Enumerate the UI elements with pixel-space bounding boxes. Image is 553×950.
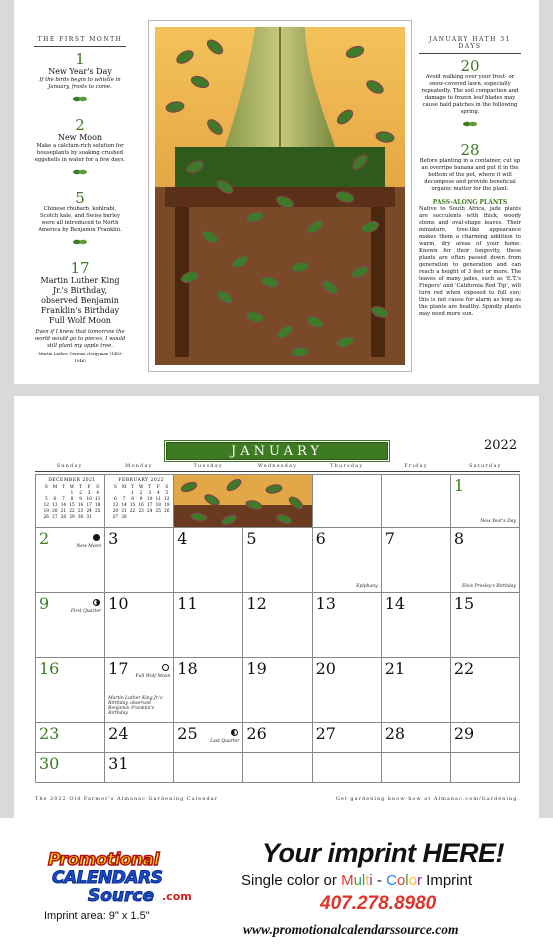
day-number: 11: [177, 594, 198, 613]
entry-italic: If the birds begin to whistle in January, frosts to come.: [39, 77, 121, 90]
multi-letter: u: [353, 872, 362, 889]
mini-day: 26: [43, 514, 49, 519]
day-number: 4: [177, 529, 188, 548]
logo-suffix: .com: [162, 890, 192, 903]
calendar-day-cell[interactable]: [313, 658, 382, 723]
calendar-cell: [382, 753, 451, 783]
mini-weekday: M: [52, 484, 57, 489]
calendar-day-cell[interactable]: [382, 658, 451, 723]
left-header: THE FIRST MONTH: [37, 36, 123, 43]
mini-day: 24: [86, 508, 92, 513]
mini-weekday: S: [96, 484, 100, 489]
calendar-cell: [382, 475, 451, 528]
mini-day: 4: [96, 490, 100, 495]
footer-right: Get gardening know-how at Almanac.com/Gardening.: [335, 796, 520, 802]
color-prefix: Single color or: [241, 872, 337, 889]
leaf-icon: [72, 95, 88, 103]
logo-line-3: Source: [88, 886, 155, 906]
left-entry: [34, 190, 126, 254]
multi-word: [341, 872, 373, 889]
calendar-day-cell[interactable]: [451, 528, 520, 593]
logo-line-2: CALENDARS: [52, 868, 163, 888]
mini-day: 8: [131, 496, 134, 501]
day-number: 1: [453, 476, 465, 495]
calendar-day-cell[interactable]: [243, 658, 312, 723]
mini-day: 16: [138, 502, 144, 507]
day-number: 23: [39, 724, 60, 743]
mini-weekday: T: [131, 484, 134, 489]
mini-day: 3: [148, 490, 152, 495]
mini-weekday: M: [121, 484, 127, 489]
day-number: 10: [108, 594, 129, 613]
day-note: Martin Luther King Jr.'s Birthday, observed Benjamin Franklin's Birthday: [108, 696, 163, 716]
mini-weekday: T: [62, 484, 65, 489]
moon-phase-icon: [231, 729, 238, 736]
calendar-day-cell[interactable]: [382, 723, 451, 753]
weekday-label: Sunday: [56, 463, 83, 469]
mini-day: 15: [69, 502, 75, 507]
calendar-day-cell[interactable]: [313, 528, 382, 593]
calendar-day-cell[interactable]: [174, 593, 243, 658]
mini-day: 2: [139, 490, 143, 495]
mini-day: 14: [60, 502, 67, 507]
calendar-day-cell[interactable]: [174, 528, 243, 593]
jade-plant-image: [155, 27, 405, 365]
color-word: [386, 872, 422, 889]
mini-day: 21: [60, 508, 67, 513]
color-letter: C: [386, 872, 397, 889]
mini-weekday: W: [69, 484, 75, 489]
mini-day: 18: [95, 502, 101, 507]
mini-calendar-title: FEBRUARY 2022: [118, 478, 164, 483]
entry-italic: Even if I knew that tomorrow the world would go to pieces, I would still plant my apple tree.: [34, 329, 126, 349]
moon-phase-label: New Moon: [76, 544, 102, 549]
calendar-day-cell[interactable]: [451, 593, 520, 658]
mini-weekday: F: [156, 484, 160, 489]
logo-line-1: Promotional: [48, 850, 159, 870]
mini-day: 29: [69, 514, 75, 519]
calendar-cell: [36, 475, 105, 528]
entry-day: 5: [75, 189, 85, 207]
color-letter: r: [416, 872, 422, 889]
website-url[interactable]: www.promotionalcalendarssource.com: [243, 922, 459, 937]
entry-title: New Year's Day: [48, 67, 112, 76]
weekday-label: Friday: [404, 463, 428, 469]
mini-day: 5: [165, 490, 169, 495]
day-number: 8: [453, 529, 465, 548]
mini-day: 24: [147, 508, 153, 513]
mini-day: 21: [121, 508, 127, 513]
mini-day: [128, 514, 137, 520]
day-number: 22: [453, 659, 475, 678]
day-number: 5: [246, 529, 257, 548]
weekday-header: [35, 463, 520, 472]
calendar-day-cell[interactable]: [36, 528, 105, 593]
color-suffix: Imprint: [426, 872, 472, 889]
mini-weekday: T: [148, 484, 152, 489]
leaf-icon: [462, 120, 478, 128]
mini-day: 26: [164, 508, 170, 513]
day-number: 26: [246, 724, 267, 743]
calendar-day-cell[interactable]: [382, 593, 451, 658]
mini-day: 18: [155, 502, 161, 507]
multi-letter: t: [365, 872, 370, 889]
entry-day: 28: [460, 141, 480, 159]
mini-day: 4: [156, 490, 160, 495]
mini-day: 27: [52, 514, 58, 519]
calendar-cell: [313, 753, 382, 783]
day-number: 16: [39, 659, 60, 678]
mini-day: 9: [139, 496, 143, 501]
calendar-day-cell[interactable]: [105, 753, 174, 783]
mini-day: 13: [112, 502, 119, 507]
entry-text: Avoid walking over your frost- or snow-covered lawn, especially repeatedly. The soil compaction and damage to frozen leaf blades may cause bald patches in the following spring.: [421, 74, 519, 115]
calendar-cell: [243, 753, 312, 783]
day-number: 27: [315, 724, 336, 743]
day-number: 13: [315, 594, 336, 613]
mini-day: 1: [131, 490, 134, 495]
mini-day: 23: [77, 508, 84, 513]
day-number: 12: [246, 594, 267, 613]
mini-day: 31: [86, 514, 92, 519]
calendar-grid: [35, 474, 520, 783]
weekday-label: Monday: [125, 463, 153, 469]
leaf-icon: [72, 238, 88, 246]
entry-text: Chinese rhubarb, kohlrabi, Scotch kale, and Swiss barley were all introduced to North America by Benjamin Franklin.: [38, 206, 122, 233]
calendar-sheet: [14, 396, 539, 818]
mini-day: 20: [52, 508, 58, 513]
day-number: 25: [177, 724, 198, 743]
entry-attribution: -Martin Luther, German clergyman (1483-1546): [37, 351, 123, 363]
mini-day: [154, 514, 163, 520]
mini-calendar: [111, 478, 171, 520]
color-letter: o: [396, 872, 406, 889]
mini-day: 17: [147, 502, 153, 507]
mini-calendar: [42, 478, 102, 520]
day-number: 20: [315, 659, 336, 678]
color-letter: o: [408, 872, 417, 889]
calendar-day-cell[interactable]: [105, 593, 174, 658]
mini-day: 11: [155, 496, 161, 501]
month-title: JANUARY: [166, 442, 388, 460]
day-note: Elvis Presley's Birthday: [462, 584, 516, 589]
moon-phase-label: Full Wolf Moon: [135, 674, 171, 679]
mini-day: 28: [60, 514, 67, 519]
phone-number[interactable]: 407.278.8980: [320, 893, 437, 914]
mini-day: 3: [87, 490, 91, 495]
mini-day: 11: [95, 496, 101, 501]
day-number: 24: [108, 724, 129, 743]
mini-day: 16: [77, 502, 84, 507]
entry-text: Make a calcium-rich solution for houseplants by soaking crushed eggshells in water for a few days.: [34, 143, 126, 163]
moon-phase-label: First Quarter: [70, 609, 102, 614]
mini-day: 10: [147, 496, 153, 501]
mini-calendar-title: DECEMBER 2021: [48, 478, 96, 483]
mini-day: [145, 514, 154, 520]
mini-day: 5: [44, 496, 48, 501]
calendar-footer: [35, 796, 520, 802]
entry-title: Martin Luther King Jr.'s Birthday, observed Benjamin Franklin's Birthday Full Wolf Moon: [40, 276, 120, 325]
moon-phase-icon: [93, 599, 100, 606]
calendar-day-cell[interactable]: [174, 723, 243, 753]
mini-day: 22: [129, 508, 136, 513]
mini-day: [163, 514, 172, 520]
calendar-cell: [105, 475, 174, 528]
calendar-cell: [174, 753, 243, 783]
left-entry: [34, 117, 126, 184]
imprint-area: [0, 818, 553, 950]
calendar-day-cell[interactable]: [36, 658, 105, 723]
mini-day: 13: [52, 502, 58, 507]
mini-day: 30: [77, 514, 84, 519]
calendar-day-cell[interactable]: [451, 475, 520, 528]
day-number: 6: [315, 529, 326, 548]
entry-day: 2: [75, 116, 85, 134]
calendar-day-cell[interactable]: [451, 723, 520, 753]
mini-weekday: S: [113, 484, 117, 489]
right-header: JANUARY HATH 31 DAYS: [429, 36, 511, 50]
entry-day: 20: [460, 57, 480, 75]
day-number: 7: [384, 529, 395, 548]
day-note: Epiphany: [356, 584, 378, 589]
weekday-label: Thursday: [330, 463, 364, 469]
right-entry: [419, 58, 521, 136]
day-number: 15: [453, 594, 475, 613]
calendar-day-cell[interactable]: [174, 658, 243, 723]
day-number: 3: [108, 529, 119, 548]
mini-day: 23: [138, 508, 144, 513]
mini-day: 25: [95, 508, 101, 513]
day-number: 28: [384, 724, 406, 743]
pass-along-text: Native to South Africa, jade plants are succulents with thick, woody stems and oval-shape leaves. Their miniature, tree-like appearance makes them a charming addition to warm, dry areas of your home. Known for their longevity, these plants are often passed down from generation to generation and can reach a height of 3 feet or more. The leaves of many jades, such as 'E.T.'s Fingers' and 'California Red Tip', will turn red when exposed to full sun; this is not cause for alarm as long as the plants are healthy. Spindly plants may need more sun.: [419, 206, 521, 317]
mini-weekday: W: [138, 484, 144, 489]
pass-along-title: PASS-ALONG PLANTS: [432, 199, 508, 206]
moon-phase-label: Last Quarter: [210, 739, 240, 744]
calendar-day-cell[interactable]: [313, 723, 382, 753]
mini-weekday: T: [79, 484, 82, 489]
mini-day: 15: [129, 502, 136, 507]
color-dash: -: [372, 872, 387, 889]
year-label: 2022: [484, 438, 518, 453]
calendar-day-cell[interactable]: [382, 528, 451, 593]
mini-day: 1: [70, 490, 74, 495]
calendar-day-cell[interactable]: [243, 723, 312, 753]
calendar-day-cell[interactable]: [105, 658, 174, 723]
calendar-day-cell[interactable]: [36, 723, 105, 753]
calendar-cell: [451, 753, 520, 783]
mini-day: 17: [86, 502, 92, 507]
color-letter: l: [405, 872, 409, 889]
mini-day: 12: [164, 496, 170, 501]
divider: [34, 46, 126, 47]
left-entry: [34, 51, 126, 111]
day-number: 17: [108, 659, 129, 678]
mini-calendar-grid: [111, 484, 171, 520]
mini-day: 19: [43, 508, 49, 513]
day-number: 18: [177, 659, 198, 678]
entry-day: 1: [75, 50, 85, 68]
mini-day: 8: [70, 496, 74, 501]
day-number: 9: [39, 594, 50, 613]
mini-weekday: S: [165, 484, 169, 489]
promotional-calendars-logo: [40, 848, 190, 918]
day-number: 14: [384, 594, 406, 613]
entry-text: Before planting in a container, cut up an overripe banana and put it in the bottom of the pot, where it will decompose and provide beneficial organic matter for the plant.: [419, 158, 521, 192]
weekday-label: Saturday: [469, 463, 502, 469]
entry-day: 17: [70, 259, 90, 277]
day-number: 2: [39, 529, 50, 548]
mini-day: 6: [53, 496, 57, 501]
calendar-day-cell[interactable]: [36, 593, 105, 658]
jade-leaves-image: [174, 475, 312, 528]
mini-day: 7: [62, 496, 65, 501]
mini-day: 12: [43, 502, 49, 507]
mini-day: 25: [155, 508, 161, 513]
mini-day: 27: [112, 514, 119, 519]
day-number: 29: [453, 724, 475, 743]
calendar-day-cell[interactable]: [105, 528, 174, 593]
multi-letter: i: [369, 872, 373, 889]
mini-day: 6: [114, 496, 117, 501]
weekday-label: Tuesday: [193, 463, 223, 469]
day-number: 19: [246, 659, 267, 678]
right-entry: [419, 142, 521, 193]
calendar-day-cell[interactable]: [105, 723, 174, 753]
mini-day: 19: [164, 502, 170, 507]
calendar-day-cell[interactable]: [243, 528, 312, 593]
day-number: 30: [39, 754, 60, 773]
mini-day: 14: [121, 502, 127, 507]
day-note: New Year's Day: [480, 519, 516, 524]
calendar-day-cell[interactable]: [313, 593, 382, 658]
mini-day: [93, 514, 102, 520]
calendar-day-cell[interactable]: [36, 753, 105, 783]
left-column: [34, 36, 126, 370]
moon-phase-icon: [93, 534, 100, 541]
weekday-label: Wednesday: [257, 463, 298, 469]
moon-phase-icon: [162, 664, 169, 671]
mini-weekday: F: [87, 484, 91, 489]
calendar-day-cell[interactable]: [451, 658, 520, 723]
mini-day: 28: [121, 514, 127, 519]
color-options-line: [241, 872, 472, 889]
entry-title: New Moon: [57, 133, 103, 142]
multi-letter: M: [341, 872, 354, 889]
mini-day: 7: [122, 496, 126, 501]
day-number: 31: [108, 754, 129, 773]
mini-calendar-grid: [42, 484, 102, 520]
mini-day: 22: [69, 508, 75, 513]
mini-day: 2: [79, 490, 82, 495]
calendar-illustration: [174, 475, 312, 528]
top-sheet: [14, 0, 539, 384]
imprint-size-label: Imprint area: 9" x 1.5": [44, 910, 150, 922]
left-entry: [34, 260, 126, 364]
imprint-headline: Your imprint HERE!: [262, 838, 505, 868]
calendar-cell: [313, 475, 382, 528]
footer-left: The 2022 Old Farmer's Almanac Gardening Calendar: [35, 796, 219, 802]
multi-letter: l: [361, 872, 366, 889]
mini-day: 9: [79, 496, 82, 501]
divider: [419, 53, 521, 54]
day-number: 21: [384, 659, 406, 678]
mini-day: 10: [86, 496, 92, 501]
mini-day: [137, 514, 146, 520]
leaf-icon: [72, 168, 88, 176]
mini-day: 20: [112, 508, 119, 513]
jade-plant-illustration: [148, 20, 412, 372]
calendar-day-cell[interactable]: [243, 593, 312, 658]
mini-weekday: S: [44, 484, 48, 489]
right-column: [419, 36, 521, 318]
